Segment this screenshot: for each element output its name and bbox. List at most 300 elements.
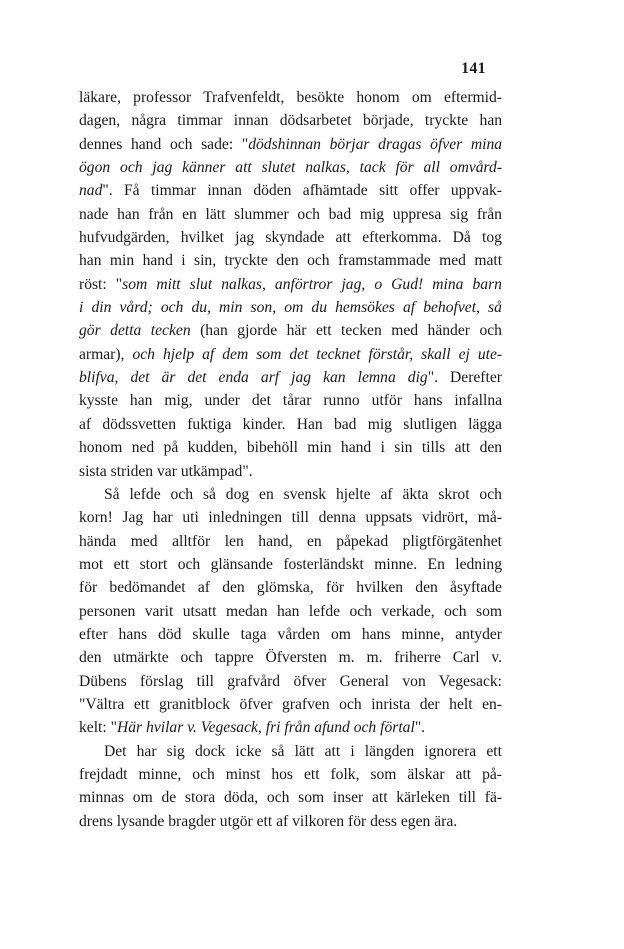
word: bibehöll bbox=[246, 439, 298, 457]
italic-word: skall bbox=[421, 345, 451, 363]
word: kelt: bbox=[79, 719, 107, 737]
word: Han bbox=[296, 415, 323, 433]
italic-word: nalkas, bbox=[305, 159, 350, 177]
word: en bbox=[306, 532, 322, 550]
word: honom bbox=[356, 89, 400, 106]
word: om bbox=[132, 789, 153, 807]
word: så bbox=[271, 742, 285, 760]
word: varit bbox=[144, 602, 174, 620]
word: v. bbox=[491, 649, 503, 667]
word: nade bbox=[79, 205, 109, 223]
italic-word: kan bbox=[323, 369, 346, 387]
word: äkta bbox=[402, 485, 429, 503]
word: dog bbox=[225, 485, 250, 503]
italic-word: att bbox=[235, 159, 252, 177]
word: hvilken bbox=[356, 579, 404, 597]
italic-word: du, bbox=[191, 299, 211, 317]
word: ignorera bbox=[424, 742, 477, 760]
word: hända bbox=[79, 532, 117, 550]
italic-word: du bbox=[311, 299, 327, 317]
word: ". bbox=[414, 719, 426, 737]
word: påpekad bbox=[336, 532, 389, 550]
italic-word: gör bbox=[79, 322, 101, 340]
word: tryckte bbox=[424, 112, 469, 130]
word: (han bbox=[200, 322, 228, 340]
word: till bbox=[458, 789, 477, 807]
word: för bbox=[325, 579, 345, 597]
word: här bbox=[286, 322, 307, 340]
word: som bbox=[476, 602, 503, 620]
word: sitt bbox=[379, 182, 399, 200]
word: han bbox=[79, 252, 102, 270]
word: ledning bbox=[455, 555, 503, 573]
word: tryckte bbox=[224, 252, 268, 270]
word: så bbox=[202, 485, 216, 503]
word: af bbox=[380, 485, 393, 503]
word: döden bbox=[253, 182, 292, 200]
word: utsatt bbox=[182, 602, 217, 620]
italic-word: det bbox=[289, 345, 309, 363]
word: timmar bbox=[150, 182, 196, 200]
word: och bbox=[177, 555, 201, 573]
word: en bbox=[182, 205, 197, 223]
word: min bbox=[109, 252, 135, 270]
word: svensk bbox=[283, 485, 327, 503]
word: lysande bbox=[116, 812, 165, 830]
word: hand bbox=[340, 439, 372, 457]
text-line bbox=[79, 740, 502, 763]
text-line bbox=[79, 553, 502, 576]
word: bedömandet bbox=[109, 579, 186, 597]
word: läkare, bbox=[79, 89, 121, 106]
word: och bbox=[266, 789, 290, 807]
text-line bbox=[79, 530, 502, 553]
word: att bbox=[455, 765, 472, 783]
word: dock bbox=[194, 742, 226, 760]
word: hans bbox=[118, 625, 148, 643]
word: som bbox=[298, 789, 325, 807]
word: och bbox=[479, 485, 502, 503]
word: hand bbox=[142, 252, 173, 270]
word: innan bbox=[207, 182, 242, 200]
italic-word: i bbox=[79, 299, 84, 317]
word: verkade, bbox=[381, 602, 435, 620]
italic-word: jag, bbox=[341, 275, 366, 293]
italic-word: lemna bbox=[357, 369, 396, 387]
word: hans bbox=[361, 625, 391, 643]
word: öfver bbox=[239, 695, 273, 713]
word: inrista bbox=[371, 695, 411, 713]
italic-word: tecknet bbox=[316, 345, 361, 363]
italic-word: dem bbox=[222, 345, 249, 363]
word: Då bbox=[452, 229, 471, 247]
word: egen bbox=[400, 812, 431, 830]
word: skyndade bbox=[265, 229, 325, 247]
word: slummer bbox=[234, 205, 289, 223]
italic-word: tack bbox=[359, 159, 386, 177]
italic-word: Här bbox=[117, 719, 143, 737]
word: Derefter bbox=[450, 369, 502, 387]
word: ett bbox=[315, 322, 332, 340]
text-line bbox=[79, 716, 502, 739]
italic-word: om bbox=[284, 299, 304, 317]
word: uppresa bbox=[392, 205, 442, 223]
word: skrot bbox=[438, 485, 470, 503]
word: Så bbox=[104, 485, 120, 503]
word: han bbox=[117, 205, 140, 223]
word: Carl bbox=[452, 649, 480, 667]
word: besökte bbox=[296, 89, 345, 106]
word: sin, bbox=[194, 252, 217, 270]
word: minst bbox=[225, 765, 261, 783]
italic-word: enda bbox=[218, 369, 249, 387]
italic-word: anförtror bbox=[274, 275, 333, 293]
italic-word: slutet bbox=[261, 159, 296, 177]
text-line bbox=[79, 600, 502, 623]
word: stort bbox=[139, 555, 168, 573]
word: Vegesack: bbox=[438, 672, 503, 690]
italic-word: det bbox=[130, 369, 150, 387]
italic-word: mina bbox=[432, 275, 464, 293]
italic-word: dig bbox=[407, 369, 428, 387]
word: ". bbox=[427, 369, 438, 387]
word: röst: bbox=[79, 275, 107, 293]
word: eftermid- bbox=[443, 89, 502, 106]
word: En bbox=[427, 555, 445, 573]
word: Dübens bbox=[79, 672, 127, 690]
word: personen bbox=[79, 602, 136, 620]
word: friherre bbox=[394, 649, 441, 667]
word: i bbox=[181, 252, 186, 270]
text-line bbox=[79, 319, 502, 342]
italic-word: nalkas, bbox=[221, 275, 266, 293]
word: ". bbox=[102, 182, 113, 200]
word: vidrört, bbox=[421, 509, 469, 527]
word: bad bbox=[333, 415, 357, 433]
word: General bbox=[339, 672, 390, 690]
text-line bbox=[79, 133, 502, 156]
word: mot bbox=[79, 555, 104, 573]
word: utgör bbox=[219, 812, 253, 830]
word: den bbox=[479, 439, 503, 457]
word: jag bbox=[235, 229, 255, 247]
italic-word: vård; bbox=[119, 299, 153, 317]
word: fuktiga bbox=[187, 415, 232, 433]
text-line bbox=[79, 273, 502, 296]
word: fosterländskt bbox=[283, 555, 364, 573]
word: timmar bbox=[177, 112, 223, 130]
word: på- bbox=[482, 765, 502, 783]
word: utmärkte bbox=[113, 649, 169, 667]
word: " bbox=[110, 719, 117, 737]
word: frejdadt bbox=[79, 765, 128, 783]
word: sista bbox=[79, 462, 107, 480]
word: minnas bbox=[79, 789, 125, 807]
word: mig bbox=[367, 415, 392, 433]
word: fä- bbox=[484, 789, 503, 807]
word: alltför bbox=[172, 532, 211, 550]
word: åsyftade bbox=[450, 579, 502, 597]
word: grafven bbox=[281, 695, 330, 713]
word: minne. bbox=[374, 555, 418, 573]
word: dess bbox=[370, 812, 397, 830]
word: öfver bbox=[293, 672, 327, 690]
word: hos bbox=[271, 765, 293, 783]
word: honom bbox=[79, 439, 123, 457]
word: inser bbox=[332, 789, 364, 807]
word: pligtförgätenhet bbox=[402, 532, 502, 550]
italic-word: all bbox=[423, 159, 440, 177]
word: mig, bbox=[164, 392, 193, 410]
italic-word: Gud! bbox=[391, 275, 424, 293]
word: han bbox=[129, 392, 153, 410]
text-line bbox=[79, 413, 502, 436]
italic-word: din bbox=[91, 299, 112, 317]
word: i bbox=[380, 439, 385, 457]
word: skulle bbox=[192, 625, 230, 643]
word: lägga bbox=[468, 415, 502, 433]
word: må- bbox=[477, 509, 503, 527]
word: tårar bbox=[282, 392, 312, 410]
word: efter bbox=[79, 625, 108, 643]
word: några bbox=[131, 112, 167, 130]
word: döda, bbox=[223, 789, 259, 807]
word: runno bbox=[323, 392, 360, 410]
word: från bbox=[476, 205, 502, 223]
word: Få bbox=[124, 182, 140, 200]
body-text bbox=[79, 86, 502, 833]
word: en bbox=[259, 485, 274, 503]
word: en- bbox=[482, 695, 502, 713]
italic-word: så bbox=[488, 299, 502, 317]
text-line bbox=[79, 179, 502, 202]
word: m. bbox=[366, 649, 383, 667]
italic-word: Vegesack, bbox=[200, 719, 262, 737]
word: började, bbox=[362, 112, 414, 130]
text-line bbox=[79, 810, 502, 833]
text-line bbox=[79, 436, 502, 459]
word: utför bbox=[371, 392, 402, 410]
word: infallna bbox=[454, 392, 503, 410]
word: lätt bbox=[294, 742, 315, 760]
word: om bbox=[330, 625, 351, 643]
word: och bbox=[170, 485, 194, 503]
text-line bbox=[79, 109, 502, 132]
italic-word: arf bbox=[260, 369, 280, 387]
word: minne, bbox=[401, 625, 445, 643]
word: kysste bbox=[79, 392, 118, 410]
word: dennes bbox=[79, 135, 123, 153]
word: helt bbox=[449, 695, 473, 713]
word: har bbox=[136, 742, 157, 760]
word: min bbox=[307, 439, 332, 457]
italic-word: börjar bbox=[329, 135, 370, 153]
word: gjorde bbox=[237, 322, 278, 340]
italic-word: för bbox=[395, 159, 414, 177]
word: har bbox=[152, 509, 173, 527]
italic-word: jag bbox=[152, 159, 173, 177]
word: stora bbox=[184, 789, 216, 807]
italic-word: som bbox=[122, 275, 148, 293]
word: att bbox=[371, 789, 388, 807]
word: efterkomma. bbox=[362, 229, 442, 247]
text-line bbox=[79, 483, 502, 506]
word: Öfversten bbox=[265, 649, 327, 667]
word: kudden, bbox=[187, 439, 238, 457]
word: han bbox=[276, 602, 300, 620]
word: om bbox=[411, 89, 432, 106]
word: taga bbox=[240, 625, 267, 643]
italic-word: behofvet, bbox=[423, 299, 480, 317]
word: minne, bbox=[138, 765, 182, 783]
word: matt bbox=[474, 252, 503, 270]
word: till bbox=[291, 509, 309, 527]
word: dödssvetten bbox=[102, 415, 176, 433]
word: glömska, bbox=[256, 579, 314, 597]
italic-word: hvilar bbox=[146, 719, 184, 737]
word: och bbox=[444, 602, 467, 620]
word: tills bbox=[421, 439, 446, 457]
text-line bbox=[79, 86, 502, 109]
word: på bbox=[163, 439, 179, 457]
italic-word: nad bbox=[79, 182, 103, 200]
word: ned bbox=[131, 439, 155, 457]
word: dödsarbetet bbox=[279, 112, 352, 130]
word: denna bbox=[318, 509, 356, 527]
word: den bbox=[79, 649, 102, 667]
word: vilkoren bbox=[292, 812, 345, 830]
word: och bbox=[297, 205, 320, 223]
word: af bbox=[276, 812, 289, 830]
word: hvilket bbox=[180, 229, 224, 247]
text-line bbox=[79, 366, 502, 389]
text-line bbox=[79, 576, 502, 599]
word: sig bbox=[449, 205, 469, 223]
word: sin bbox=[394, 439, 413, 457]
italic-word: son, bbox=[250, 299, 277, 317]
text-line bbox=[79, 460, 502, 483]
word: afhämtade bbox=[302, 182, 368, 200]
word: och bbox=[479, 322, 502, 340]
word: len bbox=[224, 532, 244, 550]
italic-word: det bbox=[187, 369, 207, 387]
text-line bbox=[79, 506, 502, 529]
text-line bbox=[79, 670, 502, 693]
word: tecken bbox=[341, 322, 382, 340]
italic-word: mina bbox=[470, 135, 503, 153]
word: granitblock bbox=[158, 695, 231, 713]
italic-word: ute- bbox=[477, 345, 503, 363]
word: glänsande bbox=[210, 555, 273, 573]
word: lefde bbox=[129, 485, 161, 503]
italic-word: förtal bbox=[380, 719, 415, 737]
word: von bbox=[402, 672, 426, 690]
italic-word: förstår, bbox=[368, 345, 414, 363]
word: uppvak- bbox=[450, 182, 502, 200]
word: korn! bbox=[79, 509, 113, 527]
word: folk, bbox=[330, 765, 360, 783]
word: grafvård bbox=[227, 672, 281, 690]
word: drens bbox=[79, 812, 113, 830]
word: sig bbox=[166, 742, 185, 760]
italic-word: som bbox=[256, 345, 282, 363]
word: han bbox=[479, 112, 503, 130]
word: m. bbox=[338, 649, 355, 667]
word: hand bbox=[130, 135, 162, 153]
word: från bbox=[148, 205, 174, 223]
italic-word: jag bbox=[291, 369, 312, 387]
word: det bbox=[251, 392, 271, 410]
word: under bbox=[204, 392, 240, 410]
word: hans bbox=[413, 392, 443, 410]
italic-word: är bbox=[161, 369, 176, 387]
italic-word: blifva, bbox=[79, 369, 119, 387]
word: uppsats bbox=[365, 509, 413, 527]
italic-word: ögon bbox=[79, 159, 111, 177]
word: och bbox=[307, 252, 330, 270]
word: uti bbox=[182, 509, 199, 527]
word: den bbox=[276, 252, 299, 270]
word: kinder. bbox=[242, 415, 286, 433]
text-line bbox=[79, 763, 502, 786]
word: att bbox=[335, 229, 352, 247]
text-line bbox=[79, 249, 502, 272]
page-number: 141 bbox=[461, 60, 486, 77]
italic-word: barn bbox=[472, 275, 502, 293]
word: hufvudgärden, bbox=[79, 229, 170, 247]
text-line bbox=[79, 203, 502, 226]
word: att bbox=[324, 742, 341, 760]
word: ett bbox=[113, 555, 130, 573]
italic-word: detta bbox=[110, 322, 142, 340]
word: den bbox=[222, 579, 245, 597]
word: professor bbox=[133, 89, 192, 106]
italic-word: o bbox=[374, 275, 383, 293]
text-line bbox=[79, 296, 502, 319]
word: framstammade bbox=[338, 252, 431, 270]
word: utkämpad". bbox=[180, 462, 253, 480]
italic-word: slut bbox=[189, 275, 213, 293]
word: död bbox=[158, 625, 182, 643]
italic-word: omvård- bbox=[449, 159, 503, 177]
word: för bbox=[348, 812, 367, 830]
word: ett bbox=[133, 695, 150, 713]
word: Jag bbox=[122, 509, 144, 527]
word: och bbox=[180, 649, 203, 667]
word: dagen, bbox=[79, 112, 121, 130]
italic-word: öfver bbox=[430, 135, 463, 153]
word: den bbox=[415, 579, 438, 597]
italic-word: ej bbox=[458, 345, 470, 363]
text-line bbox=[79, 156, 502, 179]
word: ära. bbox=[434, 812, 458, 830]
word: och bbox=[339, 695, 362, 713]
word: var bbox=[157, 462, 177, 480]
italic-word: hemsökes bbox=[335, 299, 395, 317]
word: till bbox=[196, 672, 214, 690]
word: bragder bbox=[168, 812, 216, 830]
word: de bbox=[161, 789, 177, 807]
word: i bbox=[350, 742, 355, 760]
word: icke bbox=[235, 742, 262, 760]
italic-word: af bbox=[402, 299, 416, 317]
word: lefde bbox=[308, 602, 341, 620]
text-line bbox=[79, 646, 502, 669]
word: tappre bbox=[214, 649, 254, 667]
italic-word: hjelp bbox=[162, 345, 195, 363]
word: "Vältra bbox=[79, 695, 125, 713]
word: slutligen bbox=[403, 415, 457, 433]
